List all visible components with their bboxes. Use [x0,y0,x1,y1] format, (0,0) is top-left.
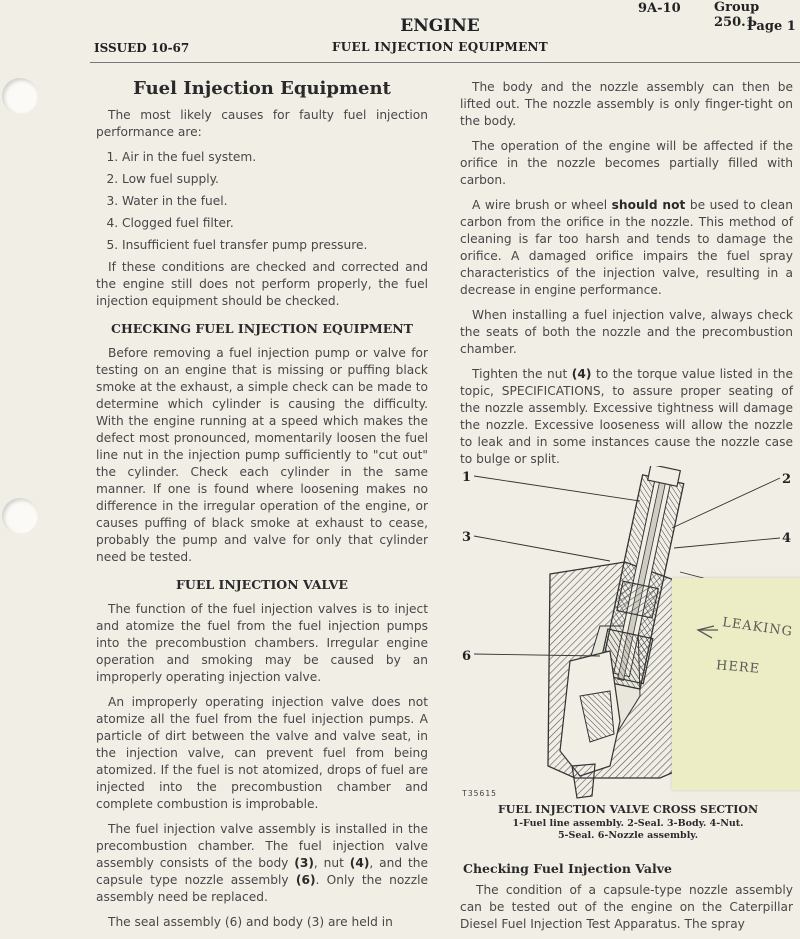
right-column [460,79,793,476]
page-subtitle: FUEL INJECTION EQUIPMENT [331,40,549,54]
punch-hole-middle [2,498,38,534]
group-number: Group 250.1 [714,0,760,30]
page-number: Page 1 [747,19,796,34]
issued-date: ISSUED 10-67 [94,41,190,55]
valve-paragraph-3: The fuel injection valve assembly is installed in the precombustion chamber. The fuel injection valve assembly consists of the body (3), nut (4), and the capsule type nozzle assembly (6). Only the nozzle assembly need be replaced. [96,822,428,904]
handwritten-note-line-1: LEAKING [721,615,794,640]
figure-label-3: 3 [462,530,472,545]
checking-valve-heading: Checking Fuel Injection Valve [463,861,672,876]
punch-hole-top [2,78,38,114]
after-causes-paragraph: If these conditions are checked and corrected and the engine still does not perform properly, the fuel injection equipment should be checked. [96,260,428,308]
sticky-note [672,578,800,790]
figure-caption-body: 1-Fuel line assembly. 2-Seal. 3-Body. 4-Nut. 5-Seal. 6-Nozzle assembly. [512,818,744,841]
checking-paragraph: Before removing a fuel injection pump or valve for testing on an engine that is missing or puffing black smoke at the exhaust, a simple check can be made to determine which cylinder is causing the difficulty. With the engine running at a speed which makes the defect most pronounced, momentarily loosen the fuel line nut in the injection pump sufficiently to "cut out" the cylinder. Check each cylinder in the same manner. If one is found where loosening makes no difference in the irregular operation of the engine, or causes puffing of black smoke at exhaust to cease, probably the pump and valve for only that cylinder need be tested. [96,346,428,564]
intro-paragraph: The most likely causes for faulty fuel injection performance are: [96,108,428,139]
figure-label-2: 2 [782,472,792,487]
page-title: ENGINE [400,16,480,36]
valve-paragraph-4-partial: The seal assembly (6) and body (3) are held in [108,915,393,929]
checking-valve-paragraph: The condition of a capsule-type nozzle assembly can be tested out of the engine on the Caterpillar Diesel Fuel Injection Test Apparatus. The spray [460,883,793,931]
list-item: 3. Water in the fuel. [122,193,428,210]
right-paragraph-1: The body and the nozzle assembly can then be lifted out. The nozzle assembly is only finger-tight on the body. [460,80,793,128]
list-item: 2. Low fuel supply. [122,171,428,188]
right-paragraph-4: When installing a fuel injection valve, always check the seats of both the nozzle and the precombustion chamber. [460,308,793,356]
figure-code: T35615 [462,789,497,798]
right-paragraph-2: The operation of the engine will be affected if the orifice in the nozzle becomes partially filled with carbon. [460,139,793,187]
figure-label-6: 6 [462,649,472,664]
arrow-icon [672,578,800,790]
list-item: 1. Air in the fuel system. [122,149,428,166]
valve-paragraph-1: The function of the fuel injection valves is to inject and atomize the fuel from the fuel injection pumps into the precombustion chambers. Irregular engine operation and smoking may be caused by an improperly operating injection valve. [96,602,428,684]
list-item: 4. Clogged fuel filter. [122,215,428,232]
section-title: Fuel Injection Equipment [133,78,391,99]
figure-caption-title: FUEL INJECTION VALVE CROSS SECTION [497,803,759,816]
valve-heading: FUEL INJECTION VALVE [176,577,348,592]
list-item: 5. Insufficient fuel transfer pump pressure. [122,237,428,254]
causes-list [96,149,428,254]
figure-label-4: 4 [782,531,792,546]
left-column [96,80,428,939]
figure-label-1: 1 [462,470,472,485]
checking-heading: CHECKING FUEL INJECTION EQUIPMENT [111,321,413,336]
valve-paragraph-2: An improperly operating injection valve does not atomize all the fuel from the fuel injection pumps. A particle of dirt between the valve and valve seat, in the injection valve, can prevent fuel from being atomized. If the fuel is not atomized, drops of fuel are injected into the precombustion chamber and complete combustion is improbable. [96,695,428,811]
right-paragraph-5: Tighten the nut (4) to the torque value listed in the topic, SPECIFICATIONS, to assure proper seating of the nozzle assembly. Excessive tightness will damage the nozzle. Excessive looseness will allow the nozzle to leak and in some instances cause the nozzle case to bulge or split. [460,367,793,466]
nozzle-tip [572,764,595,798]
header-rule [90,62,800,63]
right-paragraph-3: A wire brush or wheel should not be used to clean carbon from the orifice in the nozzle. This method of cleaning is far too harsh and tends to damage the orifice. A damaged orifice impairs the fuel spray characteristics of the injection valve, resulting in a decrease in engine performance. [460,198,793,297]
page-code: 9A-10 [638,1,681,16]
handwritten-note-line-2: HERE [715,658,761,677]
